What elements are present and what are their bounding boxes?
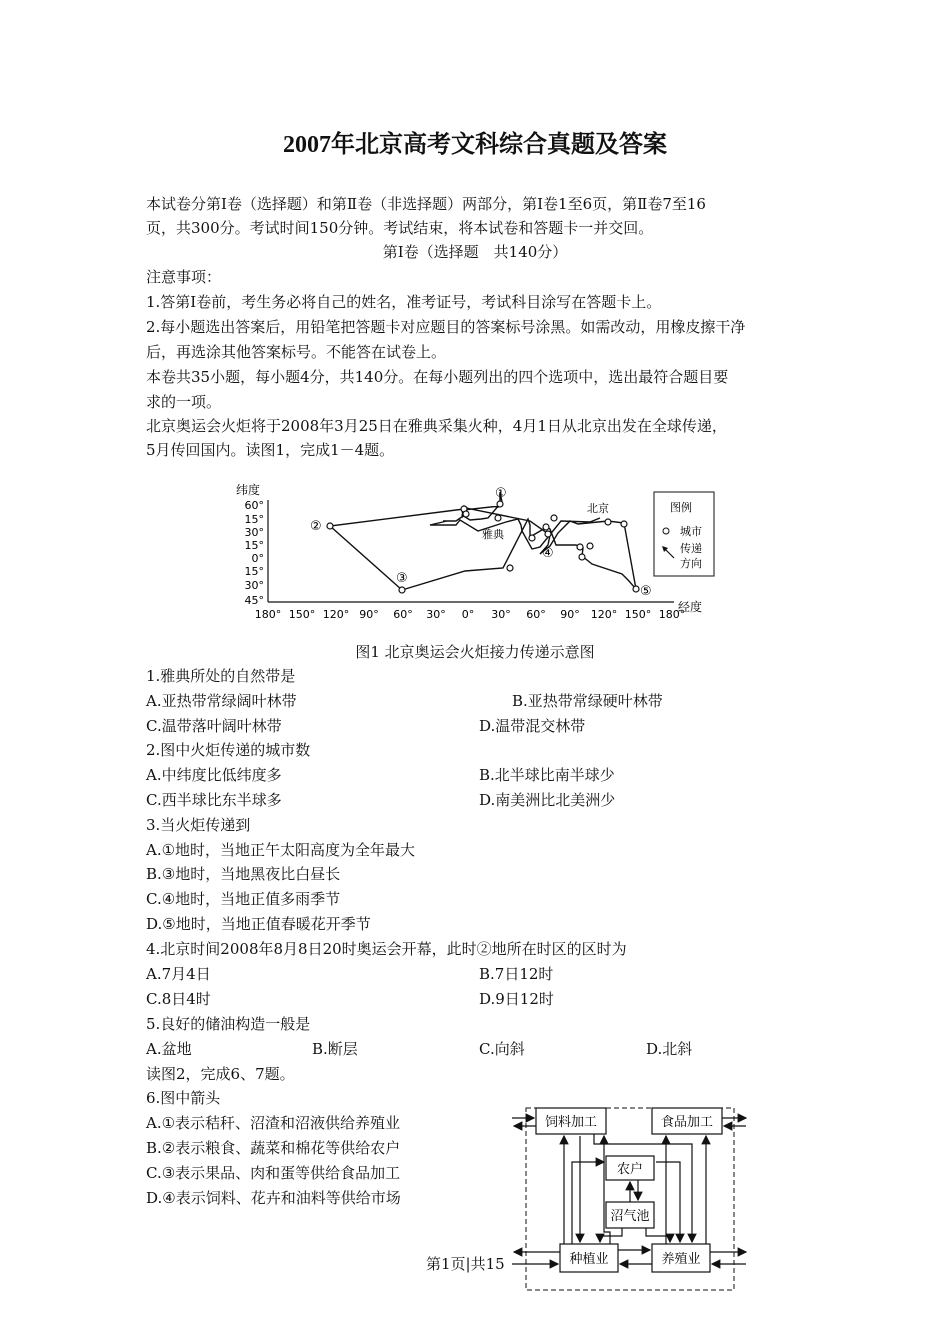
q1-option-a: A.亚热带常绿阔叶林带 xyxy=(146,692,297,710)
legend-city-symbol xyxy=(663,528,669,534)
q2-stem: 2.图中火炬传递的城市数 xyxy=(146,741,311,759)
q4-option-c: C.8日4时 xyxy=(146,990,211,1008)
lat-axis-label: 纬度 xyxy=(236,483,261,497)
city-marker xyxy=(551,515,557,521)
q6-option-b: B.②表示粮食、蔬菜和棉花等供给农户 xyxy=(146,1139,401,1157)
label-feed-processing: 饲料加工 xyxy=(544,1115,598,1130)
torch-relay-map xyxy=(230,478,720,628)
q4-option-a: A.7月4日 xyxy=(146,965,211,983)
city-marker xyxy=(545,531,551,537)
q5-stem: 5.良好的储油构造一般是 xyxy=(146,1015,311,1033)
lon-tick: 150° xyxy=(288,608,316,621)
q4-stem: 4.北京时间2008年8月8日20时奥运会开幕，此时②地所在时区的区时为 xyxy=(146,940,627,958)
lat-tick: 15° xyxy=(244,539,264,552)
lat-tick: 30° xyxy=(244,526,264,539)
note-line: 本卷共35小题，每小题4分，共140分。在每小题列出的四个选项中，选出最符合题目要 xyxy=(146,368,729,386)
q6-option-c: C.③表示果品、肉和蛋等供给食品加工 xyxy=(146,1164,401,1182)
city-marker xyxy=(605,519,611,525)
q1-option-d: D.温带混交林带 xyxy=(479,717,586,735)
note-line: 北京奥运会火炬将于2008年3月25日在雅典采集火种，4月1日从北京出发在全球传递， xyxy=(146,417,727,435)
notes-heading: 注意事项： xyxy=(146,268,222,286)
label-biogas: 沼气池 xyxy=(610,1209,650,1224)
marker-2: ② xyxy=(310,519,322,534)
lon-tick: 60° xyxy=(393,608,413,621)
note-line: 5月传回国内。读图1，完成1－4题。 xyxy=(146,441,395,459)
lon-tick: 180° xyxy=(658,608,686,621)
read-figure2: 读图2，完成6、7题。 xyxy=(146,1065,295,1083)
lon-tick: 30° xyxy=(426,608,446,621)
city-marker xyxy=(577,544,583,550)
lon-tick: 180° xyxy=(254,608,282,621)
q4-option-d: D.9日12时 xyxy=(479,990,554,1008)
flow-arrow xyxy=(656,1162,680,1242)
q1-option-c: C.温带落叶阔叶林带 xyxy=(146,717,282,735)
label-breeding: 养殖业 xyxy=(661,1252,701,1267)
q2-option-b: B.北半球比南半球少 xyxy=(479,766,615,784)
q3-option-a: A.①地时，当地正午太阳高度为全年最大 xyxy=(146,841,416,859)
lon-tick: 90° xyxy=(560,608,580,621)
q3-option-b: B.③地时，当地黑夜比白昼长 xyxy=(146,865,341,883)
lat-tick: 15° xyxy=(244,565,264,578)
legend-city-label: 城市 xyxy=(680,525,702,538)
city-marker xyxy=(495,515,501,521)
lon-tick: 120° xyxy=(590,608,618,621)
q4-option-b: B.7日12时 xyxy=(479,965,554,983)
intro-line-2: 页，共300分。考试时间150分钟。考试结束，将本试卷和答题卡一并交回。 xyxy=(146,219,654,237)
city-marker xyxy=(507,565,513,571)
city-marker xyxy=(621,521,627,527)
page-title: 2007年北京高考文科综合真题及答案 xyxy=(283,132,667,158)
city-marker xyxy=(587,543,593,549)
lon-tick: 0° xyxy=(461,608,475,621)
city-marker xyxy=(463,511,469,517)
q5-option-d: D.北斜 xyxy=(646,1040,693,1058)
city-marker xyxy=(399,587,405,593)
q6-stem: 6.图中箭头 xyxy=(146,1089,221,1107)
q2-option-d: D.南美洲比北美洲少 xyxy=(479,791,616,809)
q2-option-a: A.中纬度比低纬度多 xyxy=(146,766,282,784)
q3-stem: 3.当火炬传递到 xyxy=(146,816,251,834)
q3-option-d: D.⑤地时，当地正值春暖花开季节 xyxy=(146,915,371,933)
note-line: 2.每小题选出答案后，用铅笔把答题卡对应题目的答案标号涂黑。如需改动，用橡皮擦干净 xyxy=(146,318,746,336)
legend-title: 图例 xyxy=(670,501,692,514)
city-marker xyxy=(633,586,639,592)
q1-stem: 1.雅典所处的自然带是 xyxy=(146,667,296,685)
lon-tick: 150° xyxy=(624,608,652,621)
q1-option-b: B.亚热带常绿硬叶林带 xyxy=(512,692,663,710)
marker-1: ① xyxy=(495,486,507,501)
city-marker xyxy=(543,524,549,530)
q5-option-b: B.断层 xyxy=(312,1040,358,1058)
lat-tick: 0° xyxy=(251,552,264,565)
lon-tick: 90° xyxy=(359,608,379,621)
lat-tick: 45° xyxy=(244,594,264,607)
city-marker xyxy=(327,523,333,529)
q2-option-c: C.西半球比东半球多 xyxy=(146,791,282,809)
note-line: 求的一项。 xyxy=(146,393,222,411)
q6-option-a: A.①表示秸秆、沼渣和沼液供给养殖业 xyxy=(146,1114,401,1132)
lat-tick: 15° xyxy=(244,513,264,526)
flow-arrow xyxy=(572,1162,604,1244)
q5-option-c: C.向斜 xyxy=(479,1040,525,1058)
section-title: 第Ⅰ卷（选择题 共140分） xyxy=(382,243,568,261)
flow-arrow xyxy=(600,1228,622,1242)
city-marker xyxy=(579,554,585,560)
figure1-caption: 图1 北京奥运会火炬接力传递示意图 xyxy=(355,643,595,661)
legend-direction-line2: 方向 xyxy=(680,557,702,570)
label-planting: 种植业 xyxy=(569,1252,609,1267)
lat-tick: 60° xyxy=(244,499,264,512)
q3-option-c: C.④地时，当地正值多雨季节 xyxy=(146,890,341,908)
marker-3: ③ xyxy=(396,571,408,586)
marker-5: ⑤ xyxy=(640,584,652,599)
lon-tick: 120° xyxy=(322,608,350,621)
q5-option-a: A.盆地 xyxy=(146,1040,192,1058)
legend-direction-line1: 传递 xyxy=(680,542,702,555)
label-farmer: 农户 xyxy=(616,1162,644,1177)
q6-option-d: D.④表示饲料、花卉和油料等供给市场 xyxy=(146,1189,401,1207)
lon-axis-label: 经度 xyxy=(678,600,703,614)
label-beijing: 北京 xyxy=(587,502,609,515)
label-food-processing: 食品加工 xyxy=(660,1115,714,1130)
lat-tick: 30° xyxy=(244,579,264,592)
agriculture-flow-diagram xyxy=(510,1100,750,1296)
city-marker xyxy=(497,501,503,507)
note-line: 1.答第Ⅰ卷前，考生务必将自己的姓名，准考证号，考试科目涂写在答题卡上。 xyxy=(146,293,662,311)
lon-tick: 60° xyxy=(526,608,546,621)
city-marker xyxy=(529,535,535,541)
label-athens: 雅典 xyxy=(482,528,504,541)
lon-tick: 30° xyxy=(491,608,511,621)
note-line: 后，再选涂其他答案标号。不能答在试卷上。 xyxy=(146,343,447,361)
intro-line-1: 本试卷分第Ⅰ卷（选择题）和第Ⅱ卷（非选择题）两部分，第Ⅰ卷1至6页，第Ⅱ卷7至16 xyxy=(146,195,706,213)
page-footer: 第1页|共15 xyxy=(426,1255,505,1273)
marker-4: ④ xyxy=(542,546,554,561)
